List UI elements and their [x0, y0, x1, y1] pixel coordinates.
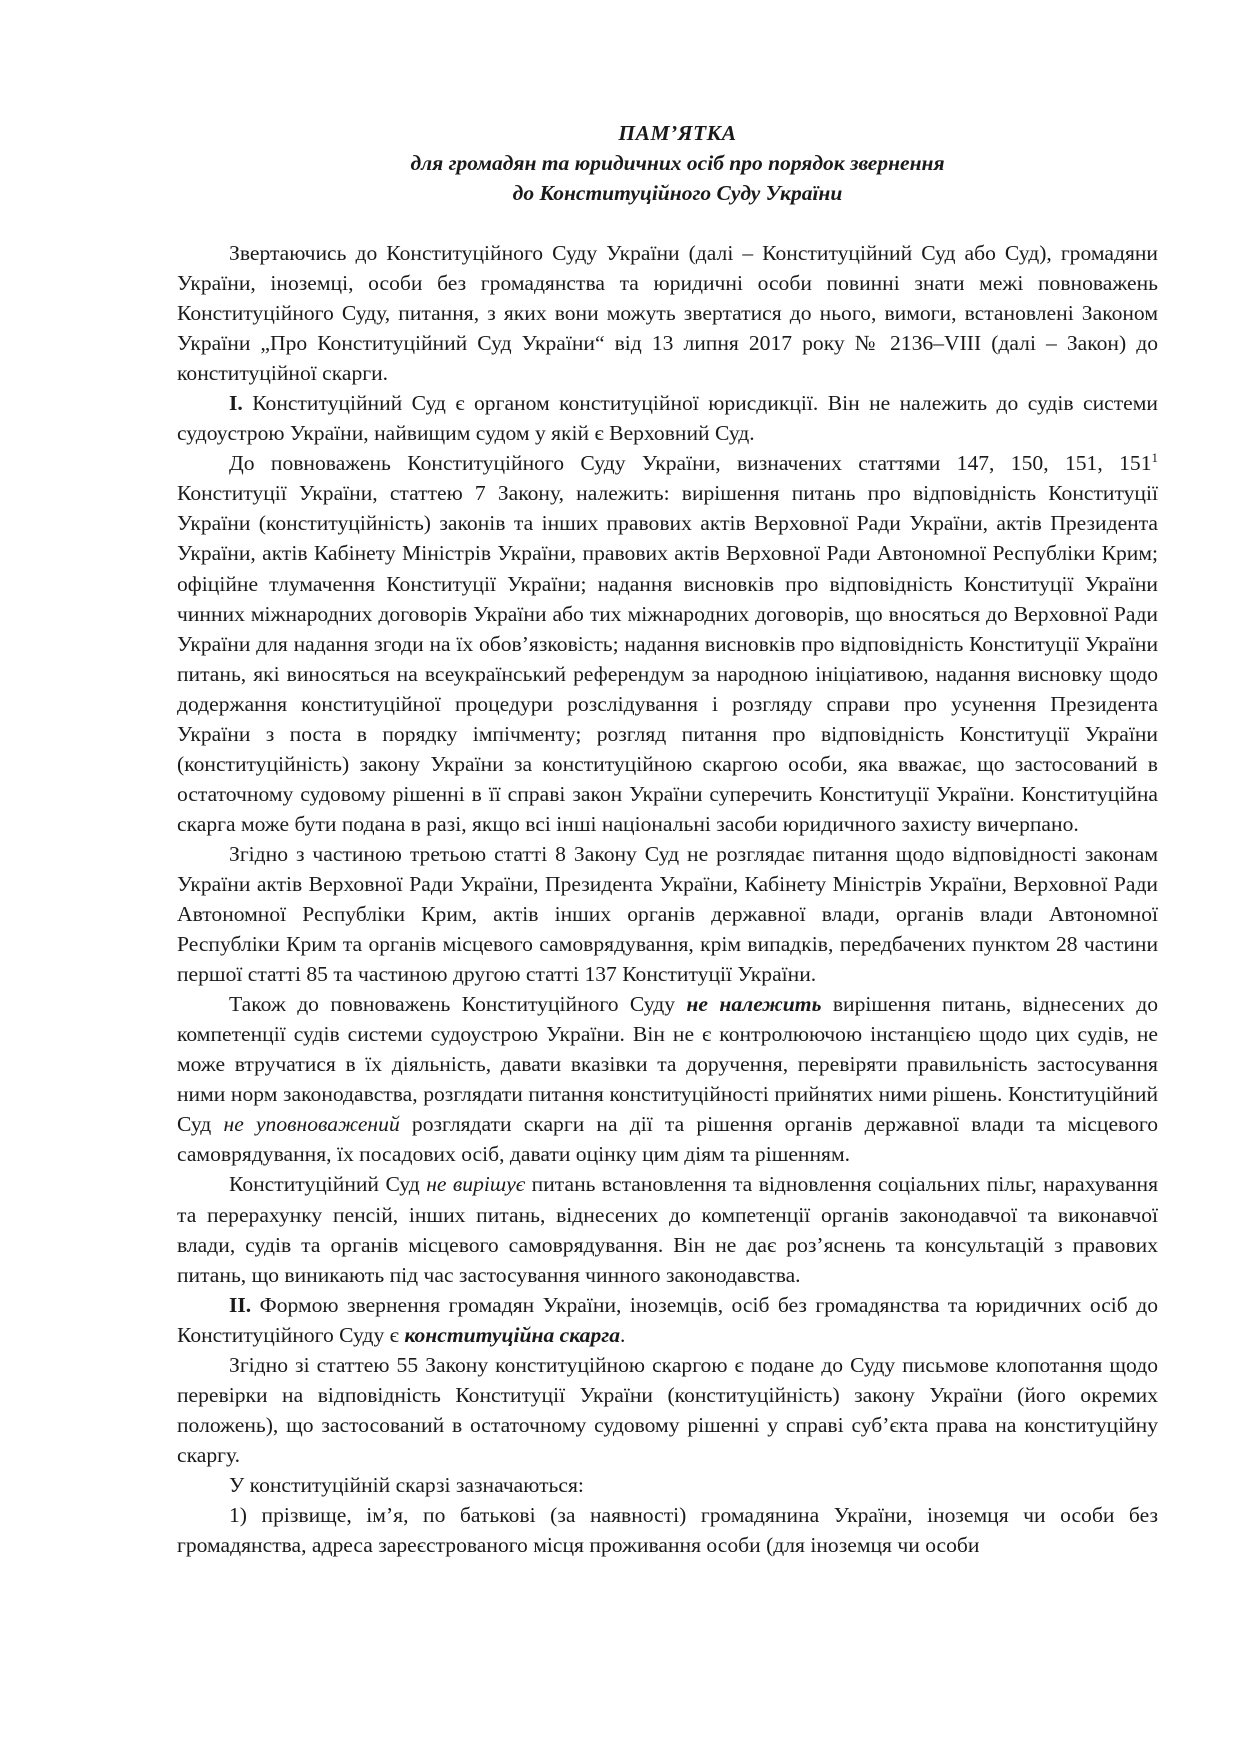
section-number: І.: [229, 391, 243, 416]
paragraph-text: Формою звернення громадян України, іноземців, осіб без громадянства та юридичних осіб до Конституційного Суду є: [177, 1292, 1158, 1347]
emphasis: не уповноважений: [223, 1112, 400, 1137]
paragraph-section-2: [177, 1290, 1158, 1350]
paragraph-text: питань встановлення та відновлення соціальних пільг, нарахування та перерахунку пенсій, інших питань, віднесених до компетенції органів законодавчої та виконавчої влади, судів та органів місцевого самоврядування. Він не дає роз’яснень та консультацій з правових питань, що виникають під час застосування чинного законодавства.: [177, 1172, 1159, 1287]
paragraph-text: Конституції України, статтею 7 Закону, належить: вирішення питань про відповідність Конституції України (конституційність) законів та інших правових актів Верховної Ради України, актів Президента України, актів Кабінету Міністрів України, правових актів Верховної Ради Автономної Республіки Крим; офіційне тлумачення Конституції України; надання висновків про відповідність Конституції України чинних міжнародних договорів України або тих міжнародних договорів, що вносяться до Верховної Ради України для надання згоди на їх обов’язковість; надання висновків про відповідність Конституції України питань, які виносяться на всеукраїнський референдум за народною ініціативою, надання висновку щодо додержання конституційної процедури розслідування і розгляду справи про усунення Президента України з поста в порядку імпічменту; розгляд питання про відповідність Конституції України (конституційність) закону України за конституційною скаргою особи, яка вважає, що застосований в остаточному судовому рішенні в її справі закон України суперечить Конституції України. Конституційна скарга може бути подана в разі, якщо всі інші національні засоби юридичного захисту вичерпано.: [177, 481, 1158, 836]
paragraph-article-8: Згідно з частиною третьою статті 8 Закону Суд не розглядає питання щодо відповідності законам України актів Верховної Ради України, Президента України, Кабінету Міністрів України, Верховної Ради Автономної Республіки Крим, актів інших органів державної влади, органів влади Автономної Республіки Крим та органів місцевого самоврядування, крім випадків, передбачених пунктом 28 частини першої статті 85 та частиною другою статті 137 Конституції України.: [177, 841, 1158, 987]
emphasis: конституційна скарга: [404, 1322, 621, 1347]
paragraph-text: До повноважень Конституційного Суду України, визначених статтями 147, 150, 151, 151: [229, 451, 1152, 476]
paragraph-text: Конституційний Суд є органом конституційної юрисдикції. Він не належить до судів системи судоустрою України, найвищим судом у якій є Верховний Суд.: [177, 391, 1158, 446]
document-body: [177, 238, 1158, 1560]
paragraph-not-competent: [177, 989, 1158, 1169]
document-subtitle-line2: до Конституційного Суду України: [512, 181, 843, 205]
document-subtitle-line1: для громадян та юридичних осіб про порядок звернення: [410, 151, 945, 175]
paragraph-list-intro: У конституційній скарзі зазначаються:: [229, 1472, 584, 1497]
document-title: ПАМ’ЯТКА: [618, 121, 737, 145]
paragraph-text: вирішення питань, віднесених до компетенції судів системи судоустрою України. Він не є контролюючою інстанцією щодо цих судів, не може втручатися в їх діяльність, давати вказівки та доручення, перевіряти правильність застосування ними норм законодавства, розглядати питання конституційності прийнятих ними рішень. Конституційний Суд: [177, 992, 1158, 1137]
emphasis: не вирішує: [426, 1172, 526, 1197]
section-number: ІІ.: [229, 1292, 252, 1317]
paragraph-section-1: [177, 388, 1158, 448]
paragraph-text: розглядати скарги на дії та рішення органів державної влади та місцевого самоврядування, їх посадових осіб, давати оцінку цим діям та рішенням.: [177, 1112, 1159, 1167]
title-block: [177, 118, 1158, 208]
paragraph-article-55: Згідно зі статтею 55 Закону конституційною скаргою є подане до Суду письмове клопотання щодо перевірки на відповідність Конституції України (конституційність) закону України (його окремих положень), що застосований в остаточному судовому рішенні у справі суб’єкта права на конституційну скаргу.: [177, 1352, 1158, 1467]
emphasis: не належить: [686, 992, 822, 1017]
paragraph-powers: [177, 448, 1158, 839]
list-item-1: 1) прізвище, ім’я, по батькові (за наявності) громадянина України, іноземця чи особи без громадянства, адреса зареєстрованого місця проживання особи (для іноземця чи особи: [177, 1502, 1158, 1558]
paragraph-text: Також до повноважень Конституційного Суду: [229, 992, 687, 1017]
paragraph-text: .: [620, 1322, 626, 1347]
paragraph-not-resolve: [177, 1169, 1158, 1289]
paragraph-text: Конституційний Суд: [229, 1172, 427, 1197]
superscript: 1: [1151, 450, 1158, 466]
paragraph-intro: Звертаючись до Конституційного Суду України (далі – Конституційний Суд або Суд), громадяни України, іноземці, особи без громадянства та юридичні особи повинні знати межі повноважень Конституційного Суду, питання, з яких вони можуть звертатися до нього, вимоги, встановлені Законом України „Про Конституційний Суд України“ від 13 липня 2017 року № 2136–VIII (далі – Закон) до конституційної скарги.: [177, 241, 1158, 386]
